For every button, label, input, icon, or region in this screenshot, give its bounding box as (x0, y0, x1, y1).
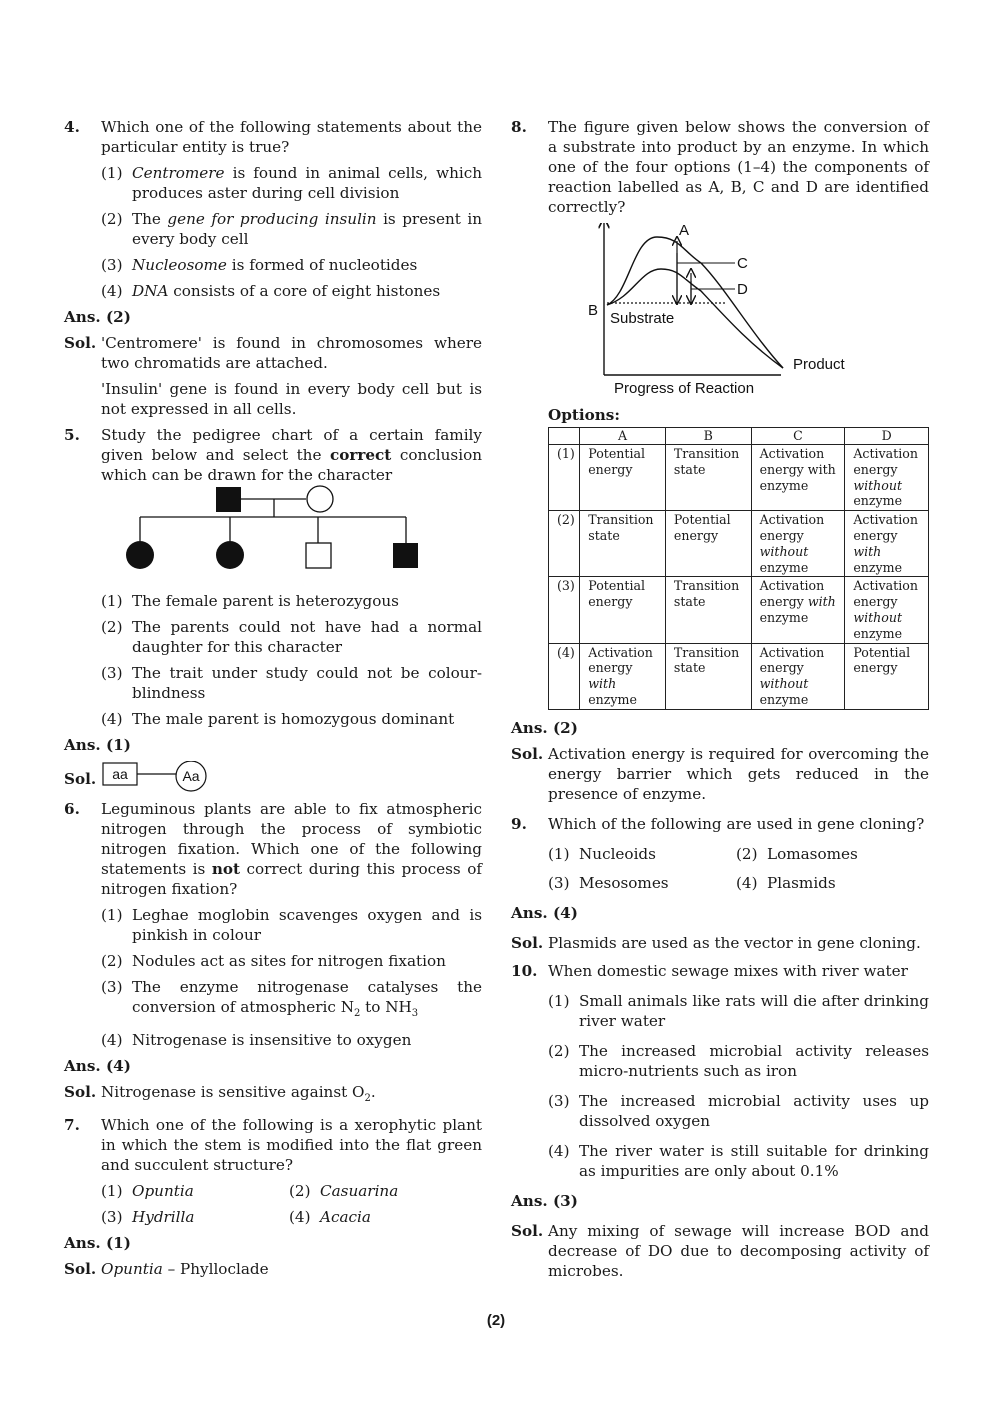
question-number: 6. (64, 800, 80, 818)
cell-text: Activation energy (853, 512, 918, 543)
option-1 (64, 163, 482, 203)
option-number: (1) (101, 164, 123, 182)
male-parent-affected (216, 487, 241, 512)
option-2 (289, 1181, 477, 1201)
answer-10: Ans. (3) (511, 1191, 578, 1210)
option-text: The enzyme nitrogenase catalyses the conversion of atmospheric N (132, 978, 482, 1016)
option-number: (4) (101, 710, 123, 728)
question-stem: Which one of the following is a xerophytic plant in which the stem is modified into the flat green and succulent structure? (101, 1116, 482, 1175)
son-affected (393, 543, 418, 568)
option-italic: gene for producing insulin (167, 210, 377, 228)
solution-5 (64, 761, 482, 793)
cell (751, 643, 845, 709)
cell: Transition state (665, 577, 751, 643)
option-text: Mesosomes (579, 873, 669, 892)
enzyme-reaction-figure (511, 223, 929, 403)
question-stem (101, 799, 482, 899)
option-text: Nitrogenase is insensitive to oxygen (132, 1031, 412, 1050)
question-7 (64, 1115, 482, 1227)
answer-4: Ans. (2) (64, 308, 131, 326)
options-row (548, 844, 929, 864)
cell (845, 577, 929, 643)
stem-text: correct during this process of nitrogen fixation? (101, 860, 482, 898)
cell: Transition state (665, 643, 751, 709)
x-axis-label: Progress of Reaction (614, 380, 755, 397)
stem-bold: not (211, 860, 240, 878)
cell-text: Activation energy (759, 644, 825, 676)
cell-text: enzyme (853, 625, 903, 641)
table-row (549, 511, 929, 577)
solution-label: Sol. (511, 744, 544, 763)
options-row (101, 1181, 482, 1201)
cell (751, 511, 845, 577)
option-number: (4) (289, 1208, 311, 1227)
stem-bold: correct (330, 446, 392, 464)
option-3 (511, 1091, 929, 1131)
cell (845, 445, 929, 511)
solution-text: . (370, 1083, 376, 1102)
female-parent-normal (307, 486, 333, 512)
option-number: (1) (548, 991, 570, 1010)
option-1 (64, 905, 482, 945)
substrate-label: Substrate (610, 310, 675, 327)
label-B: B (588, 302, 599, 319)
cell-italic: without (853, 477, 903, 493)
question-8 (511, 117, 929, 217)
option-number: (2) (289, 1182, 311, 1201)
option-number: (2) (101, 618, 123, 636)
question-number: 5. (64, 426, 80, 444)
cell (580, 643, 666, 709)
page-number: (2) (486, 1312, 506, 1329)
question-6 (64, 799, 482, 1050)
option-number: (3) (548, 873, 570, 892)
option-text: to NH (360, 998, 412, 1016)
cell (845, 511, 929, 577)
header-cell: C (751, 428, 845, 445)
question-stem (101, 425, 482, 485)
option-4 (64, 281, 482, 301)
option-text: Casuarina (320, 1182, 399, 1201)
question-number: 9. (511, 814, 527, 833)
header-blank (549, 428, 580, 445)
option-text: Nucleoids (579, 844, 656, 863)
option-italic: DNA (132, 282, 169, 300)
row-number: (1) (549, 445, 580, 511)
option-2 (511, 1041, 929, 1081)
option-text: The increased microbial activity uses up dissolved oxygen (579, 1091, 929, 1130)
header-cell: D (845, 428, 929, 445)
solution-10 (511, 1221, 929, 1281)
stem-text: conclusion which can be drawn for the character (101, 446, 483, 484)
option-number: (2) (101, 952, 123, 970)
row-number: (3) (549, 577, 580, 643)
cell-text: enzyme (853, 493, 903, 509)
cell-text: enzyme (759, 691, 809, 707)
question-number: 8. (511, 118, 527, 136)
stem-text: Study the pedigree chart of a certain family given below and select the (101, 426, 482, 464)
option-number: (1) (101, 906, 123, 924)
options-row (101, 1207, 482, 1227)
label-C: C (737, 255, 748, 272)
option-number: (2) (548, 1041, 570, 1060)
option-text: consists of a core of eight histones (168, 282, 441, 300)
question-4 (64, 117, 482, 301)
pedigree-chart (64, 485, 444, 585)
option-1 (64, 591, 482, 611)
product-label: Product (793, 356, 845, 373)
option-4 (511, 1141, 929, 1181)
question-stem: Which one of the following statements about the particular entity is true? (101, 118, 482, 156)
solution-label: Sol. (64, 1083, 97, 1102)
option-text: Leghae moglobin scavenges oxygen and is pinkish in colour (132, 906, 482, 944)
option-number: (3) (101, 664, 123, 682)
option-number: (4) (736, 873, 758, 892)
header-cell: B (665, 428, 751, 445)
cell: Potential energy (845, 643, 929, 709)
table-row (549, 577, 929, 643)
option-number: (3) (101, 1208, 123, 1227)
option-4 (736, 873, 924, 893)
answer-6: Ans. (4) (64, 1057, 131, 1076)
option-text: Hydrilla (132, 1208, 195, 1227)
option-text: Acacia (320, 1208, 371, 1227)
option-number: (3) (101, 256, 123, 274)
options-table (548, 427, 929, 710)
option-text: The male parent is homozygous dominant (132, 710, 455, 728)
solution-text: Activation energy is required for overcoming the energy barrier which gets reduced in the presence of enzyme. (548, 744, 929, 803)
option-1 (511, 991, 929, 1031)
question-number: 10. (511, 961, 538, 980)
solution-8 (511, 744, 929, 804)
solution-text: 'Centromere' is found in chromosomes where two chromatids are attached. (101, 334, 482, 372)
answer-8: Ans. (2) (511, 718, 578, 737)
option-number: (1) (548, 844, 570, 863)
cell-text: Activation energy (759, 512, 825, 543)
solution-label: Sol. (511, 933, 544, 952)
cell-italic: with (588, 676, 617, 692)
question-stem: Which of the following are used in gene cloning? (548, 814, 925, 833)
option-text: The (132, 210, 168, 228)
option-number: (1) (101, 1182, 123, 1201)
option-text: Lomasomes (767, 844, 858, 863)
option-4 (289, 1207, 477, 1227)
table-row (549, 445, 929, 511)
solution-label: Sol. (64, 1260, 97, 1279)
solution-label: Sol. (511, 1221, 544, 1240)
option-3 (101, 1207, 289, 1227)
right-column (511, 117, 929, 1287)
option-3 (64, 663, 482, 703)
solution-italic: Opuntia (101, 1260, 163, 1279)
option-number: (1) (101, 592, 123, 610)
option-number: (3) (101, 978, 123, 996)
option-text: The river water is still suitable for drinking as impurities are only about 0.1% (579, 1141, 929, 1180)
option-3 (548, 873, 736, 893)
cell-text: Activation energy (853, 578, 918, 610)
option-number: (2) (736, 844, 758, 863)
cell-text: Activation energy (759, 578, 825, 610)
solution-text: Any mixing of sewage will increase BOD and decrease of DO due to decomposing activity of microbes. (548, 1221, 929, 1280)
table-row (549, 643, 929, 709)
solution-4 (64, 333, 482, 419)
solution-7 (64, 1259, 482, 1279)
subscript: 3 (411, 1008, 419, 1020)
option-text: The parents could not have had a normal daughter for this character (132, 618, 482, 656)
solution-label: Sol. (64, 334, 97, 352)
cell-text: Activation energy (588, 644, 653, 676)
cell: Activation energy with enzyme (751, 445, 845, 511)
option-italic: Centromere (132, 164, 225, 182)
subscript: 2 (364, 1093, 371, 1105)
subscript: 2 (353, 1008, 361, 1020)
options-row (548, 873, 929, 893)
son-normal (306, 543, 331, 568)
solution-text: Nitrogenase is sensitive against O (101, 1083, 365, 1102)
option-2 (736, 844, 924, 864)
question-9 (511, 814, 929, 893)
option-text: is present in every body cell (132, 210, 482, 248)
question-number: 7. (64, 1116, 80, 1135)
solution-label: Sol. (64, 770, 97, 788)
option-2 (64, 617, 482, 657)
cell-italic: without (759, 543, 809, 559)
option-1 (548, 844, 736, 864)
daughter-affected (126, 541, 154, 569)
options-label: Options: (548, 406, 620, 424)
solution-9 (511, 933, 929, 953)
option-text: Opuntia (132, 1182, 194, 1201)
option-text: The increased microbial activity releases micro-nutrients such as iron (579, 1041, 929, 1080)
stem-text: Leguminous plants are able to fix atmospheric nitrogen through the process of symbiotic nitrogen fixation. Which one of the following statements is (101, 800, 482, 878)
cell-text: Activation energy (853, 446, 918, 477)
row-number: (2) (549, 511, 580, 577)
option-3 (64, 977, 482, 1024)
daughter-affected (216, 541, 244, 569)
cell-text: enzyme (588, 691, 637, 707)
option-3 (64, 255, 482, 275)
label-A: A (679, 223, 690, 239)
label-D: D (737, 281, 748, 298)
question-number: 4. (64, 118, 80, 136)
answer-5: Ans. (1) (64, 736, 131, 754)
option-text: is found in animal cells, which produces aster during cell division (132, 164, 482, 202)
question-5 (64, 425, 482, 729)
answer-7: Ans. (1) (64, 1234, 131, 1253)
male-genotype: aa (112, 766, 128, 782)
cell: Potential energy (580, 577, 666, 643)
cell: Potential energy (580, 445, 666, 511)
option-number: (2) (101, 210, 123, 228)
option-1 (101, 1181, 289, 1201)
option-4 (64, 1030, 482, 1050)
cell-text: enzyme (853, 559, 903, 575)
table-header (549, 428, 929, 445)
question-10 (511, 961, 929, 1181)
solution-text: – Phylloclade (162, 1260, 269, 1279)
solution-text: 'Insulin' gene is found in every body cell but is not expressed in all cells. (101, 380, 482, 418)
option-number: (3) (548, 1091, 570, 1110)
option-number: (4) (548, 1141, 570, 1160)
answer-9: Ans. (4) (511, 903, 578, 922)
option-text: Plasmids (767, 873, 836, 892)
cell-italic: without (759, 676, 809, 692)
option-text: The trait under study could not be colour-blindness (132, 664, 482, 702)
female-genotype: Aa (182, 768, 200, 784)
question-stem: When domestic sewage mixes with river water (548, 961, 908, 980)
option-4 (64, 709, 482, 729)
cell-italic: without (853, 609, 903, 625)
option-number: (4) (101, 282, 123, 300)
option-text: is formed of nucleotides (226, 256, 418, 274)
left-column (64, 117, 482, 1285)
header-cell: A (580, 428, 666, 445)
option-text: Nodules act as sites for nitrogen fixation (132, 952, 446, 970)
option-2 (64, 209, 482, 249)
option-number: (4) (101, 1031, 123, 1050)
row-number: (4) (549, 643, 580, 709)
option-text: The female parent is heterozygous (132, 592, 399, 610)
cell: Transition state (665, 445, 751, 511)
option-2 (64, 951, 482, 971)
cell: Transition state (580, 511, 666, 577)
cell-text: enzyme (759, 609, 809, 625)
solution-text: Plasmids are used as the vector in gene cloning. (548, 933, 921, 952)
cell-italic: with (853, 543, 882, 559)
question-stem: The figure given below shows the conversion of a substrate into product by an enzyme. In which one of the four options (1–4) the components of reaction labelled as A, B, C and D are identified correctly? (548, 118, 929, 216)
option-text: Small animals like rats will die after drinking river water (579, 991, 929, 1030)
solution-6 (64, 1082, 482, 1109)
solution-pedigree (102, 761, 242, 795)
cell-italic: with (807, 594, 836, 610)
cell (751, 577, 845, 643)
option-italic: Nucleosome (132, 256, 227, 274)
cell-text: enzyme (759, 559, 809, 575)
cell: Potential energy (665, 511, 751, 577)
